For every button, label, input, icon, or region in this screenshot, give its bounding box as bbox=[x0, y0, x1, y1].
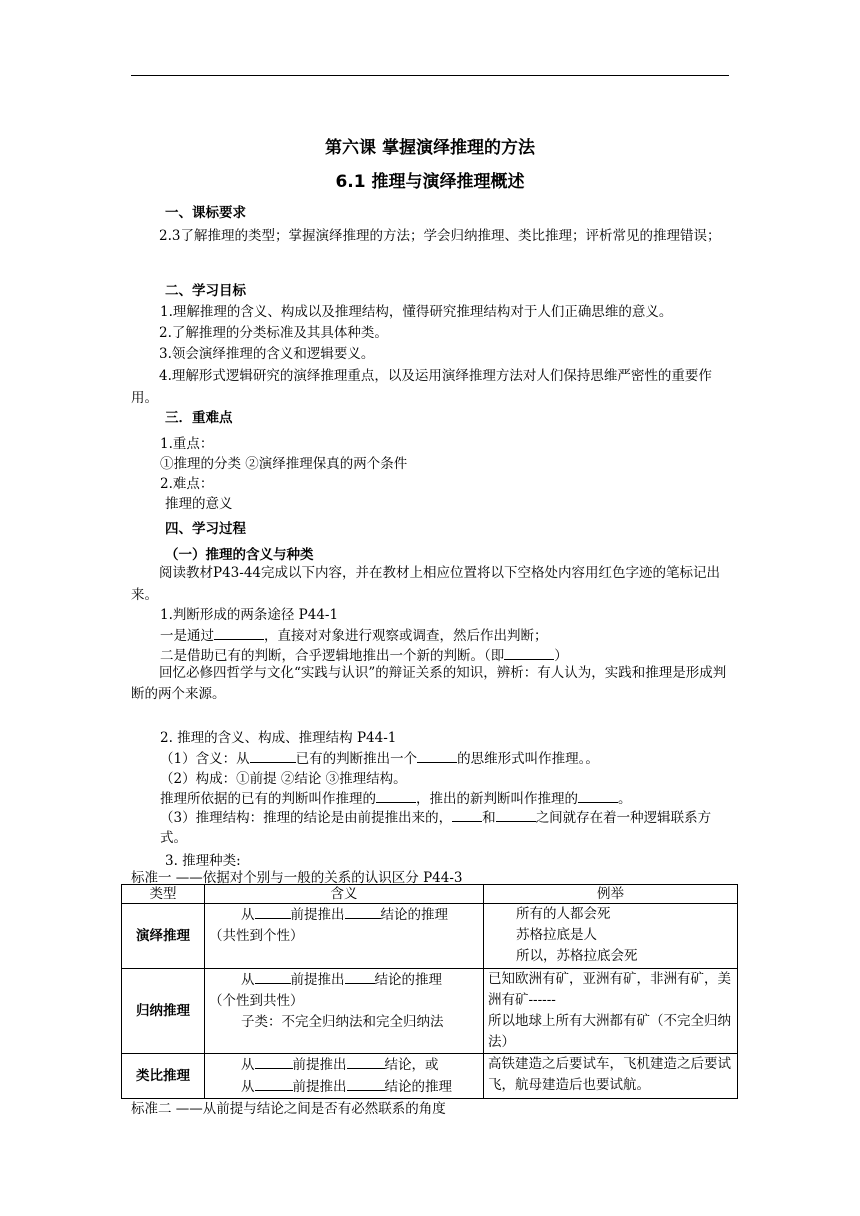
meaning-part: 结论的推理 bbox=[384, 1079, 452, 1095]
reading-instruction: 阅读教材P43-44完成以下内容，并在教材上相应位置将以下空格处内容用红色字迹的笔标记出来。 bbox=[131, 565, 721, 603]
meaning-part: 结论，或 bbox=[384, 1057, 439, 1073]
objective-1: 1.理解推理的含义、构成以及推理结构，懂得研究推理结构对于人们正确思维的意义。 bbox=[160, 304, 673, 320]
example-line: 所有的人都会死 bbox=[516, 906, 611, 922]
type-inductive: 归纳推理 bbox=[122, 969, 205, 1054]
q2a-part: （1）含义：从 bbox=[160, 751, 250, 767]
example-line: 所以，苏格拉底会死 bbox=[516, 948, 638, 964]
meaning-part: 前提推出 bbox=[292, 1079, 347, 1095]
example-cell bbox=[484, 904, 738, 969]
blank bbox=[417, 748, 457, 763]
standard-two: 标准二 ——从前提与结论之间是否有必然联系的角度 bbox=[131, 1101, 446, 1117]
question-2b: （2）构成：①前提 ②结论 ③推理结构。 bbox=[160, 771, 407, 787]
example-cell bbox=[484, 1054, 738, 1099]
q1a-prefix: 一是通过 bbox=[160, 628, 214, 644]
type-deductive: 演绎推理 bbox=[122, 904, 205, 969]
meaning-cell bbox=[205, 1054, 484, 1099]
meaning-note: （共性到个性） bbox=[209, 928, 304, 944]
table-row bbox=[122, 969, 738, 1054]
meaning-part: 从 bbox=[241, 1079, 255, 1095]
lesson-title: 第六课 掌握演绎推理的方法 bbox=[325, 138, 535, 158]
q2a-part: 的思维形式叫作推理。。 bbox=[457, 751, 599, 767]
blank bbox=[214, 625, 264, 640]
meaning-cell bbox=[205, 904, 484, 969]
q2d-part: （3）推理结构：推理的结论是由前提推出来的， bbox=[160, 810, 453, 826]
question-2: 2. 推理的含义、构成、推理结构 P44-1 bbox=[160, 730, 397, 746]
q2c-part: 。 bbox=[618, 791, 632, 807]
q2c-part: ，推出的新判断叫作推理的 bbox=[416, 791, 578, 807]
blank bbox=[347, 1054, 385, 1069]
meaning-part: 结论的推理 bbox=[380, 907, 448, 923]
meaning-line bbox=[209, 1054, 479, 1076]
meaning-cell bbox=[205, 969, 484, 1054]
question-2d bbox=[160, 807, 731, 848]
heading-objectives: 二、学习目标 bbox=[165, 283, 246, 299]
heading-curriculum: 一、课标要求 bbox=[165, 205, 246, 221]
header-example: 例举 bbox=[484, 885, 738, 904]
blank bbox=[345, 904, 381, 919]
blank bbox=[496, 807, 536, 822]
blank bbox=[255, 969, 291, 984]
blank bbox=[255, 904, 291, 919]
blank bbox=[250, 748, 296, 763]
table-header-row bbox=[122, 885, 738, 904]
question-1: 1.判断形成的两条途径 P44-1 bbox=[160, 607, 339, 623]
table-row bbox=[122, 904, 738, 969]
example-line: 苏格拉底是人 bbox=[516, 927, 597, 943]
meaning-part: 前提推出 bbox=[292, 1057, 347, 1073]
example-line: 已知欧洲有矿，亚洲有矿，非洲有矿，美洲有矿------ bbox=[488, 971, 731, 1008]
example-line: 所以地球上所有大洲都有矿（不完全归纳法） bbox=[488, 1013, 731, 1050]
meaning-part: 从 bbox=[241, 907, 255, 923]
meaning-part: 从 bbox=[241, 972, 255, 988]
table-row bbox=[122, 1054, 738, 1099]
blank bbox=[376, 788, 416, 803]
section-title: 6.1 推理与演绎推理概述 bbox=[335, 172, 525, 192]
type-analogical: 类比推理 bbox=[122, 1054, 205, 1099]
difficulty-label: 2.难点： bbox=[160, 476, 214, 492]
key-points: ①推理的分类 ②演绎推理保真的两个条件 bbox=[160, 456, 408, 472]
meaning-line bbox=[209, 904, 479, 926]
meaning-part: 从 bbox=[241, 1057, 255, 1073]
blank bbox=[255, 1054, 293, 1069]
blank bbox=[452, 807, 482, 822]
blank bbox=[504, 645, 554, 660]
heading-process: 四、学习过程 bbox=[165, 521, 246, 537]
objective-4: 4.理解形式逻辑研究的演绎推理重点，以及运用演绎推理方法对人们保持思维严密性的重要作用。 bbox=[131, 368, 712, 406]
header-meaning: 含义 bbox=[205, 885, 484, 904]
question-2a bbox=[160, 747, 599, 767]
meaning-line bbox=[209, 1076, 479, 1098]
blank bbox=[255, 1076, 293, 1091]
blank bbox=[345, 969, 375, 984]
question-1b bbox=[160, 644, 568, 664]
question-2c bbox=[160, 787, 632, 807]
key-point-label: 1.重点： bbox=[160, 436, 214, 452]
objective-2: 2.了解推理的分类标准及其具体种类。 bbox=[159, 325, 388, 341]
q2d-part: 和 bbox=[482, 810, 496, 826]
curriculum-text: 2.3了解推理的类型；掌握演绎推理的方法；学会归纳推理、类比推理；评析常见的推理错误； bbox=[159, 228, 721, 244]
q2a-part: 已有的判断推出一个 bbox=[295, 751, 418, 767]
q1b-prefix: 二是借助已有的判断，合乎逻辑地推出一个新的判断。（即 bbox=[160, 648, 505, 664]
heading-key-points: 三．重难点 bbox=[165, 410, 233, 426]
q1b-suffix: ） bbox=[554, 648, 568, 664]
recall-text: 回忆必修四哲学与文化“实践与认识”的辩证关系的知识，辨析：有人认为，实践和推理是形成判断的两个来源。 bbox=[131, 665, 727, 702]
header-rule bbox=[131, 75, 729, 76]
example-cell bbox=[484, 969, 738, 1054]
q2c-part: 推理所依据的已有的判断叫作推理的 bbox=[160, 791, 376, 807]
objective-3: 3.领会演绎推理的含义和逻辑要义。 bbox=[159, 346, 375, 362]
example-line: 高铁建造之后要试车，飞机建造之后要试飞，航母建造后也要试航。 bbox=[488, 1056, 731, 1093]
difficulty-text: 推理的意义 bbox=[165, 496, 233, 512]
blank bbox=[347, 1076, 385, 1091]
question-3: 3. 推理种类: bbox=[165, 853, 241, 869]
standard-one: 标准一 ——依据对个别与一般的关系的认识区分 P44-3 bbox=[131, 870, 463, 886]
meaning-part: 结论的推理 bbox=[374, 972, 442, 988]
meaning-part: 前提推出 bbox=[290, 972, 345, 988]
meaning-line bbox=[209, 969, 479, 991]
meaning-note: （个性到共性） bbox=[209, 993, 304, 1009]
q2d-part: 之间就存在着一种逻辑联系方式。 bbox=[160, 810, 712, 846]
subheading-meaning: （一）推理的含义与种类 bbox=[165, 547, 314, 563]
reasoning-types-table bbox=[121, 884, 738, 1099]
meaning-subtype: 子类：不完全归纳法和完全归纳法 bbox=[241, 1014, 444, 1030]
meaning-part: 前提推出 bbox=[290, 907, 345, 923]
q1a-suffix: ，直接对对象进行观察或调查，然后作出判断； bbox=[264, 628, 548, 644]
question-1a bbox=[160, 624, 548, 644]
header-type: 类型 bbox=[122, 885, 205, 904]
blank bbox=[578, 788, 618, 803]
